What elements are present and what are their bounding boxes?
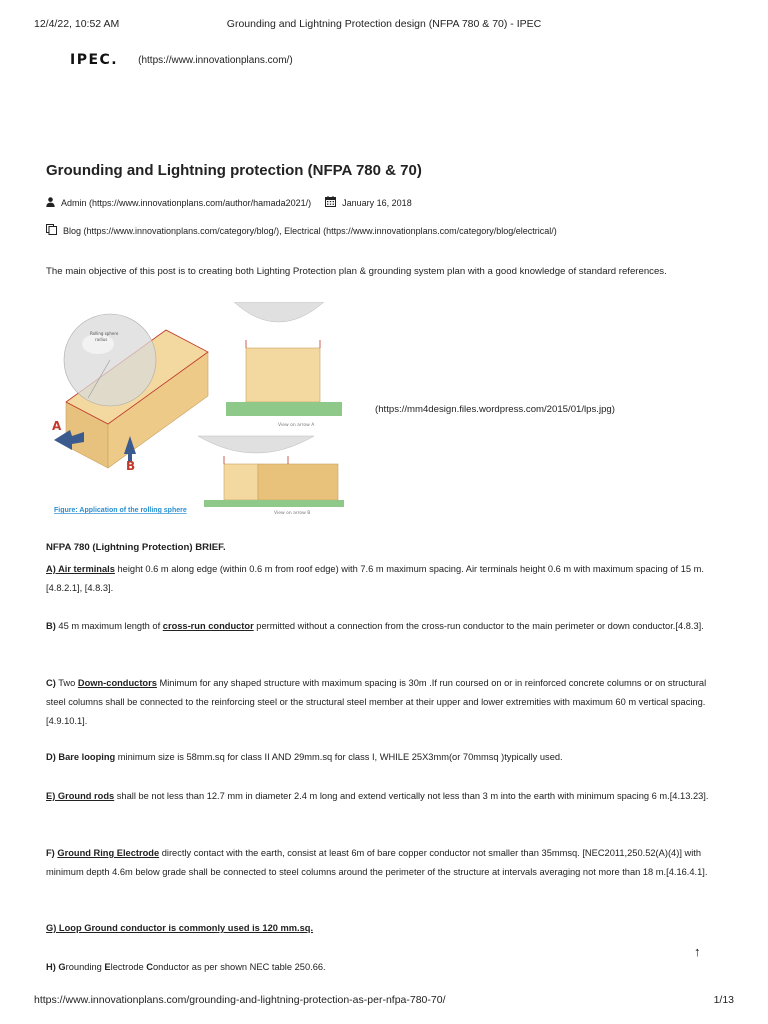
item-a-term: Air terminals	[58, 564, 115, 574]
item-b	[46, 617, 728, 636]
item-h-mid2: lectrode	[110, 962, 147, 972]
item-c-term: Down-conductors	[77, 678, 157, 688]
print-footer-url: https://www.innovationplans.com/grounding-and-lightning-protection-as-per-nfpa-780-70/	[34, 994, 446, 1006]
article-date: January 16, 2018	[342, 197, 412, 208]
figure-caption: Figure: Application of the rolling sphere	[54, 507, 187, 514]
arrow-label-b: B	[126, 459, 136, 473]
view-a-label: View on arrow A	[278, 423, 315, 428]
print-page-number: 1/13	[713, 994, 734, 1006]
item-f	[46, 844, 728, 882]
item-c-lead: C)	[46, 678, 56, 688]
print-datetime: 12/4/22, 10:52 AM	[34, 18, 120, 30]
article-title: Grounding and Lightning protection (NFPA 780 & 70)	[46, 162, 422, 179]
item-h-text: onductor as per shown NEC table 250.66.	[153, 962, 326, 972]
site-header	[70, 50, 293, 70]
item-e-lead: E) Ground rods	[46, 791, 115, 801]
site-url[interactable]: (https://www.innovationplans.com/)	[138, 54, 293, 66]
article-categories-row	[46, 224, 557, 237]
item-h-e: E	[104, 962, 111, 972]
item-f-lead: F)	[46, 848, 58, 858]
calendar-icon	[325, 196, 336, 209]
item-d	[46, 748, 728, 767]
item-g	[46, 919, 728, 938]
sphere-label-2: radius	[95, 337, 108, 342]
item-b-text: permitted without a connection from the cross-run conductor to the main perimeter or down conductor.[4.8.3].	[253, 621, 704, 631]
user-icon	[46, 197, 55, 209]
item-g-lead: G) Loop Ground conductor is commonly used is 120 mm.sq.	[46, 923, 314, 933]
copy-icon	[46, 224, 57, 237]
article-intro: The main objective of this post is to creating both Lighting Protection plan & grounding system plan with a good knowledge of standard references.	[46, 266, 667, 277]
article-meta	[46, 196, 412, 209]
section-title: NFPA 780 (Lightning Protection) BRIEF.	[46, 542, 226, 553]
print-page-title: Grounding and Lightning Protection design (NFPA 780 & 70) - IPEC	[226, 18, 542, 30]
figure-link[interactable]: (https://mm4design.files.wordpress.com/2015/01/lps.jpg)	[375, 404, 615, 415]
item-c-text: Minimum for any shaped structure with maximum spacing is 30m .If run coursed on or in reinforced concrete columns or on structural steel columns shall be connected to the reinforcing steel or the structural steel member at their upper and lower extremities with maximum 60 m vertical spacing.[4.9.10.1].	[46, 678, 707, 726]
sphere-label-1: Rolling sphere	[90, 331, 119, 336]
scroll-top-icon[interactable]: ↑	[694, 944, 701, 959]
item-h-g: G	[58, 962, 66, 972]
article-categories[interactable]: Blog (https://www.innovationplans.com/category/blog/), Electrical (https://www.innovationplans.com/category/blog/electrical/)	[63, 225, 557, 236]
item-h-mid: rounding	[65, 962, 105, 972]
item-b-term: cross-run conductor	[162, 621, 254, 631]
rolling-sphere-figure[interactable]	[46, 302, 346, 518]
item-f-term: Ground Ring Electrode	[57, 848, 160, 858]
item-d-lead: D) Bare looping	[46, 752, 116, 762]
item-a	[46, 560, 728, 598]
item-h	[46, 958, 728, 977]
item-b-pre: 45 m maximum length of	[55, 621, 163, 631]
item-b-lead: B)	[46, 621, 56, 631]
item-d-text: minimum size is 58mm.sq for class II AND 29mm.sq for class I, WHILE 25X3mm(or 70mmsq )typically used.	[115, 752, 563, 762]
article-author[interactable]: Admin (https://www.innovationplans.com/author/hamada2021/)	[61, 197, 312, 208]
print-header	[34, 18, 734, 32]
view-b-label: View on arrow B	[274, 511, 311, 516]
item-e-text: shall be not less than 12.7 mm in diameter 2.4 m long and extend vertically not less than 3 m into the earth with minimum spacing 6 m.[4.13.23].	[114, 791, 709, 801]
item-h-lead: H)	[46, 962, 59, 972]
item-h-c: C	[146, 962, 154, 972]
arrow-label-a: A	[52, 419, 62, 433]
item-a-text: height 0.6 m along edge (within 0.6 m from roof edge) with 7.6 m maximum spacing. Air terminals height 0.6 m with maximum spacing of 15 m. [4.8.2.1], [4.8.3].	[46, 564, 704, 593]
site-logo[interactable]: IPEC.	[70, 52, 119, 68]
item-a-lead: A)	[46, 564, 59, 574]
item-c-pre: Two	[55, 678, 78, 688]
item-e	[46, 787, 728, 806]
item-c	[46, 674, 728, 731]
item-f-text: directly contact with the earth, consist at least 6m of bare copper conductor not smaller than 35mmsq. [NEC2011,250.52(A)(4)] with minimum depth 4.6m below grade shall be connected to steel columns around the perimeter of the structure at intervals averaging not more than 18 m.[4.16.4.1].	[46, 848, 708, 877]
